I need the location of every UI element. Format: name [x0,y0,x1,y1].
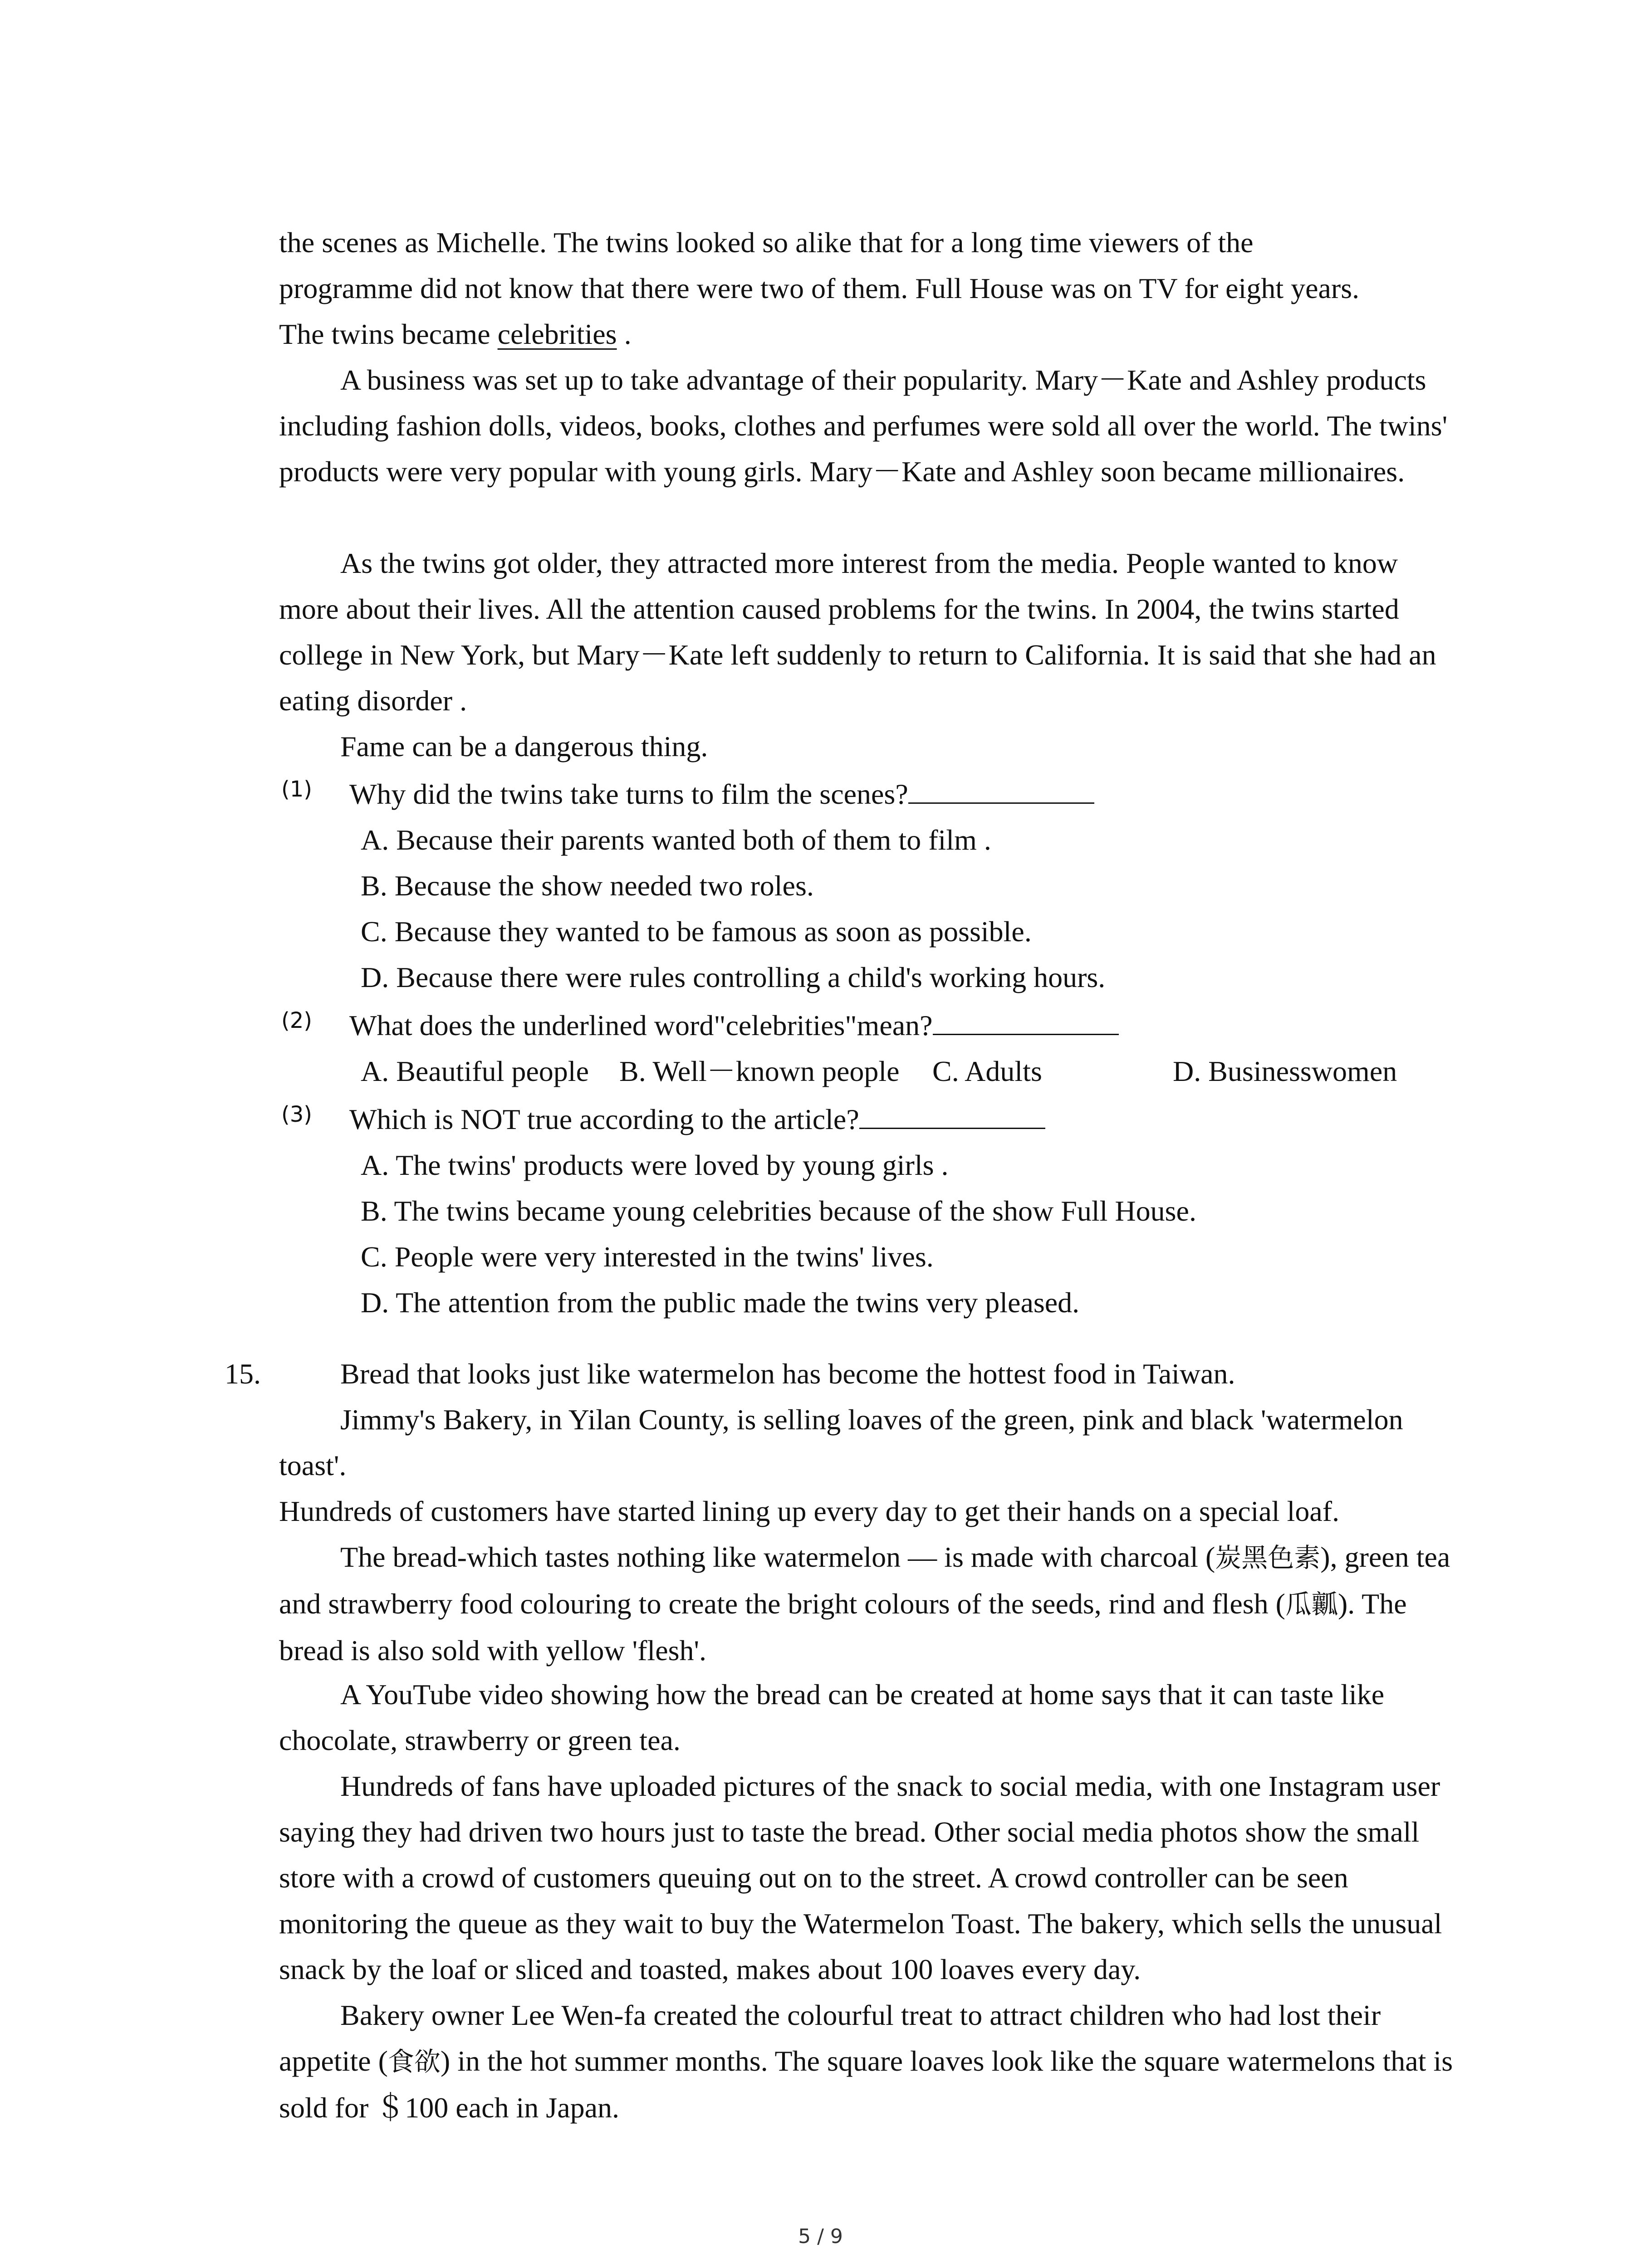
passage-line-2: programme did not know that there were two of them. Full House was on TV for eight years. [279,272,1360,304]
question-2-option-a: A. Beautiful people [361,1055,589,1087]
question-1-option-c: C. Because they wanted to be famous as soon as possible. [361,915,1032,948]
question-1-option-d: D. Because there were rules controlling a child's working hours. [361,961,1106,993]
q15-paragraph-fans: Hundreds of fans have uploaded pictures of the snack to social media, with one Instagram user saying they had driven two hours just to taste the bread. Other social media photos show the small store with a crowd of customers queuing out on to the street. A crowd controller can be seen monitoring the queue as they wait to buy the Watermelon Toast. The bakery, which sells the unusual snack by the loaf or sliced and toasted, makes about 100 loaves every day. [279,1770,1442,1985]
page-number: 5 / 9 [798,2225,843,2248]
passage-paragraph-fame: Fame can be a dangerous thing. [340,730,708,763]
question-3-option-b: B. The twins became young celebrities because of the show Full House. [361,1195,1196,1227]
question-1-answer-blank[interactable] [908,775,1094,804]
question-2-number: (2) [281,1008,312,1033]
q15-paragraph-jimmy: Jimmy's Bakery, in Yilan County, is selling loaves of the green, pink and black 'watermelon toast'. [279,1403,1403,1481]
question-1-text: Why did the twins take turns to film the scenes? [349,778,908,810]
question-3-option-a: A. The twins' products were loved by young girls . [361,1149,949,1181]
q15-bread-part-c: ). The bread is also sold with yellow 'flesh'. [279,1588,1407,1667]
question-2-option-d: D. Businesswomen [1173,1055,1397,1087]
q15-line-hundreds: Hundreds of customers have started lining up every day to get their hands on a special loaf. [279,1495,1340,1527]
question-1-option-b: B. Because the show needed two roles. [361,870,814,902]
question-3-answer-blank[interactable] [859,1100,1045,1129]
question-2-answer-blank[interactable] [933,1007,1119,1035]
q15-paragraph-youtube: A YouTube video showing how the bread can be created at home says that it can taste like chocolate, strawberry or green tea. [279,1678,1385,1756]
passage-paragraph-business: A business was set up to take advantage of their popularity. Mary－Kate and Ashley products including fashion dolls, videos, books, clothes and perfumes were sold all over the world. The twins' products were very popular with young girls. Mary－Kate and Ashley soon became millionaires. [279,364,1448,488]
question-3-option-d: D. The attention from the public made the twins very pleased. [361,1286,1080,1319]
q15-owner-part-a: Bakery owner Lee Wen-fa created the colourful treat to attract children who had lost their appetite ( [279,1999,1381,2077]
question-2-text: What does the underlined word"celebrities"mean? [349,1009,933,1041]
celebrities-pre: The twins became [279,318,498,350]
question-3-text: Which is NOT true according to the article? [349,1103,859,1135]
question-1-option-a: A. Because their parents wanted both of them to film . [361,824,991,856]
q15-bread-cjk-charcoal: 炭黑色素 [1215,1542,1321,1573]
question-2-stem [349,1002,1119,1048]
question-3-number: (3) [281,1102,312,1127]
q15-owner-part-b: ) in the hot summer months. The square loaves look like the square watermelons that is sold for ＄100 each in Japan. [279,2045,1453,2124]
passage-line-1: the scenes as Michelle. The twins looked so alike that for a long time viewers of the [279,226,1254,259]
passage-line-3 [279,311,632,357]
q15-paragraph-owner [279,1992,1454,2131]
question-1-stem [349,771,1094,817]
question-3-stem [349,1096,1045,1142]
question-1-number: (1) [281,777,312,802]
q15-owner-cjk-appetite: 食欲 [387,2046,441,2077]
question-2-option-c: C. Adults [932,1055,1042,1087]
q15-bread-part-a: The bread-which tastes nothing like watermelon — is made with charcoal ( [340,1541,1215,1573]
q15-line-1: Bread that looks just like watermelon has become the hottest food in Taiwan. [340,1358,1235,1390]
q15-bread-cjk-flesh: 瓜瓤 [1285,1589,1338,1620]
q15-bread-part-b: ), green tea and strawberry food colouring to create the bright colours of the seeds, rind and flesh ( [279,1541,1450,1620]
q15-paragraph-bread [279,1534,1454,1673]
question-15-number: 15. [225,1358,261,1390]
passage-paragraph-media: As the twins got older, they attracted more interest from the media. People wanted to know more about their lives. All the attention caused problems for the twins. In 2004, the twins started college in New York, but Mary－Kate left suddenly to return to California. It is said that she had an eating disorder . [279,547,1436,717]
underlined-word-celebrities: celebrities [497,318,617,350]
question-2-option-b: B. Well－known people [619,1055,900,1087]
question-3-option-c: C. People were very interested in the twins' lives. [361,1241,934,1273]
celebrities-post: . [617,318,632,350]
